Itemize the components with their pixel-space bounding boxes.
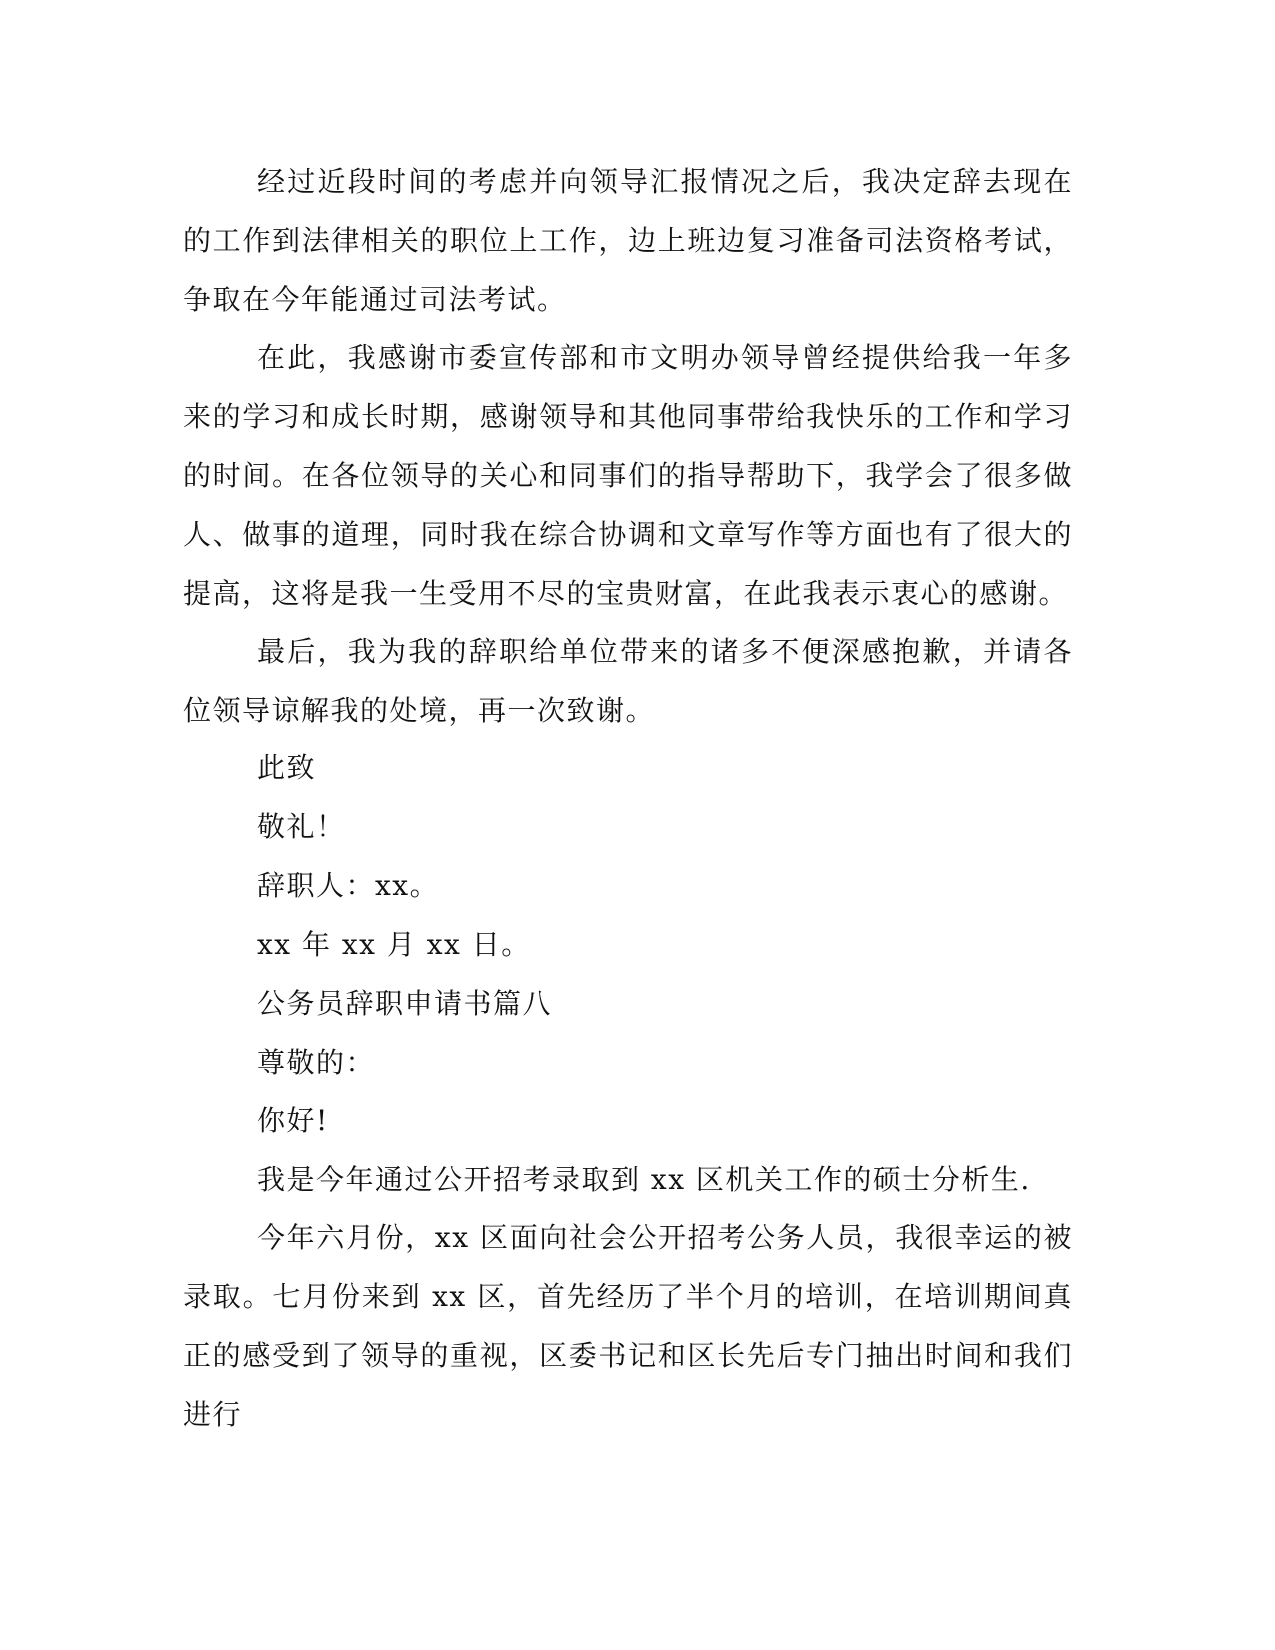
hello-line: 你好!: [257, 1104, 329, 1137]
paragraph-recruitment: 今年六月份，xx 区面向社会公开招考公务人员，我很幸运的被录取。七月份来到 xx 区，首先经历了半个月的培训，在培训期间真正的感受到了领导的重视，区委书记和区长先后专门抽出时间和我们进行: [183, 1221, 1073, 1431]
closing-date: xx 年 xx 月 xx 日。: [257, 928, 531, 961]
closing-salute: 敬礼！: [257, 810, 346, 843]
intro-line: 我是今年通过公开招考录取到 xx 区机关工作的硕士分析生.: [257, 1163, 1031, 1196]
greeting: 尊敬的：: [257, 1046, 376, 1079]
paragraph-thanks: 在此，我感谢市委宣传部和市文明办领导曾经提供给我一年多来的学习和成长时期，感谢领导和其他同事带给我快乐的工作和学习的时间。在各位领导的关心和同事们的指导帮助下，我学会了很多做人、做事的道理，同时我在综合协调和文章写作等方面也有了很大的提高，这将是我一生受用不尽的宝贵财富，在此我表示衷心的感谢。: [183, 341, 1073, 610]
paragraph-apology: 最后，我为我的辞职给单位带来的诸多不便深感抱歉，并请各位领导谅解我的处境，再一次致谢。: [183, 635, 1073, 727]
paragraph-resignation-decision: 经过近段时间的考虑并向领导汇报情况之后，我决定辞去现在的工作到法律相关的职位上工作，边上班边复习准备司法资格考试，争取在今年能通过司法考试。: [183, 165, 1073, 316]
closing-signer: 辞职人：xx。: [257, 869, 440, 902]
section-title: 公务员辞职申请书篇八: [257, 987, 553, 1020]
closing-to: 此致: [257, 751, 317, 784]
